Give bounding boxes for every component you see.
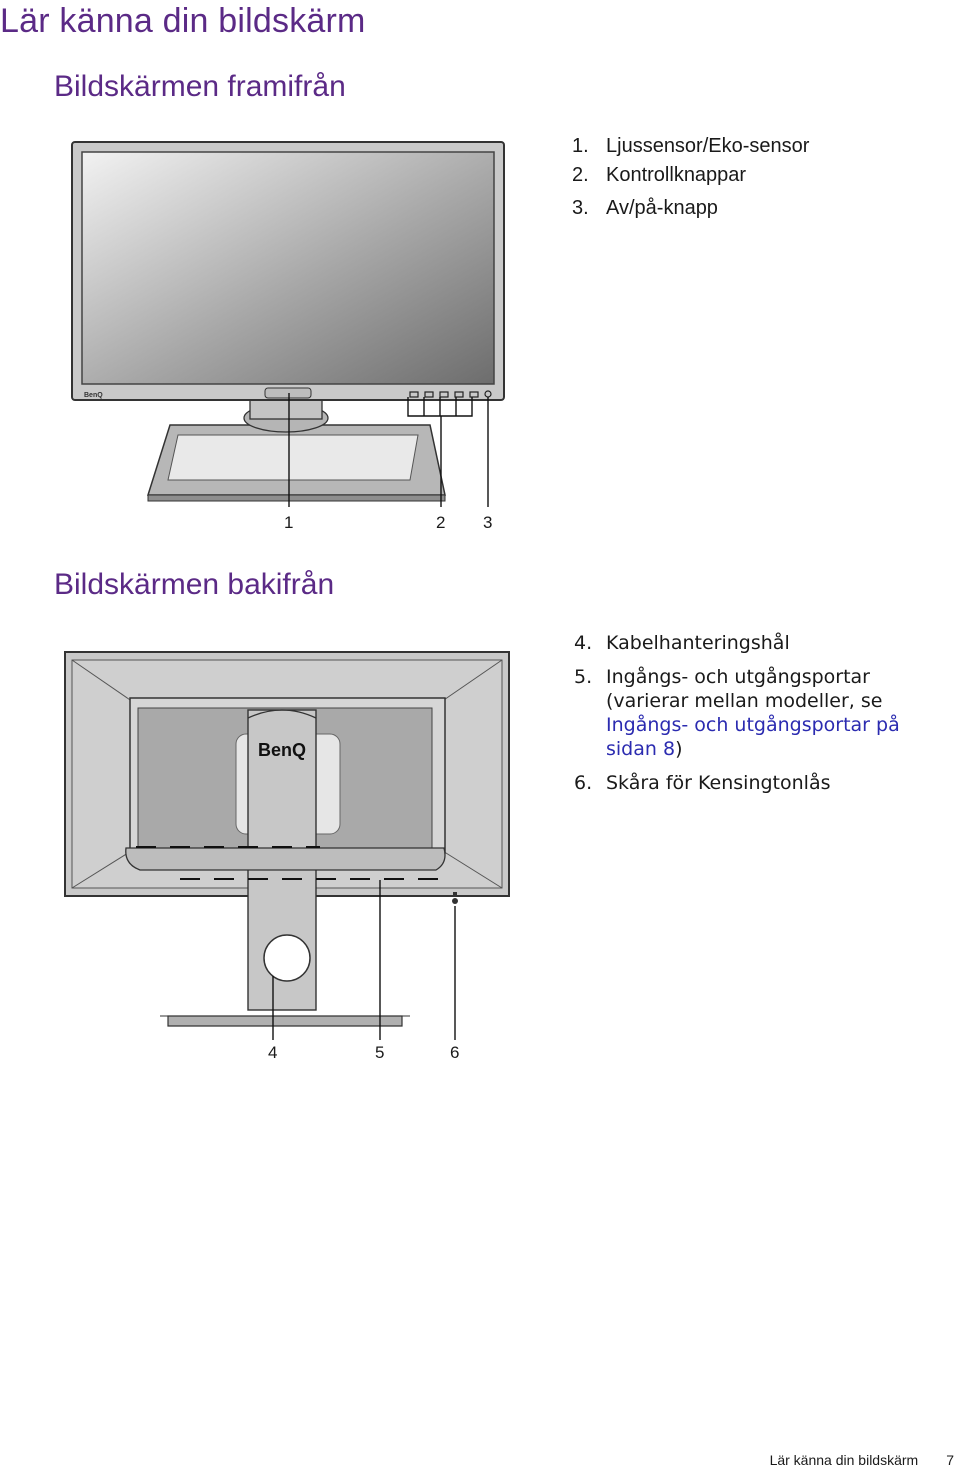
callout-4: 4 bbox=[268, 1043, 278, 1062]
cable-hole bbox=[264, 935, 310, 981]
front-legend bbox=[572, 133, 809, 224]
legend-item-cable-hole: 4. Kabelhanteringshål bbox=[574, 632, 790, 654]
page-number: 7 bbox=[946, 1452, 954, 1468]
back-monitor-diagram bbox=[60, 648, 520, 1068]
legend-item-ports: 5. Ingångs- och utgångsportar (varierar mellan modeller, se Ingångs- och utgångsportar på sidan 8) bbox=[574, 666, 900, 760]
legend-item-power-key: 3. Av/på-knapp bbox=[572, 197, 718, 219]
legend-item-control-keys: 2. Kontrollknappar bbox=[572, 164, 747, 186]
back-legend bbox=[574, 631, 944, 805]
callout-5: 5 bbox=[375, 1043, 385, 1062]
callout-2: 2 bbox=[436, 513, 446, 532]
page-title: Lär känna din bildskärm bbox=[0, 2, 366, 40]
front-view-heading: Bildskärmen framifrån bbox=[54, 70, 346, 103]
back-brand-logo: BenQ bbox=[258, 740, 307, 760]
callout-1: 1 bbox=[284, 513, 294, 532]
legend-item-light-sensor: 1. Ljussensor/Eko-sensor bbox=[572, 135, 810, 157]
back-view-heading: Bildskärmen bakifrån bbox=[54, 568, 335, 601]
callout-3: 3 bbox=[483, 513, 493, 532]
front-monitor-diagram bbox=[60, 135, 520, 535]
callout-6: 6 bbox=[450, 1043, 460, 1062]
kensington-slot bbox=[452, 898, 458, 904]
ports-page-link[interactable]: Ingångs- och utgångsportar på sidan 8 bbox=[606, 714, 900, 760]
page-footer bbox=[770, 1452, 954, 1468]
footer-section-title: Lär känna din bildskärm bbox=[769, 1452, 919, 1468]
legend-item-kensington: 6. Skåra för Kensingtonlås bbox=[574, 772, 831, 794]
front-brand-logo: BenQ bbox=[84, 392, 103, 399]
